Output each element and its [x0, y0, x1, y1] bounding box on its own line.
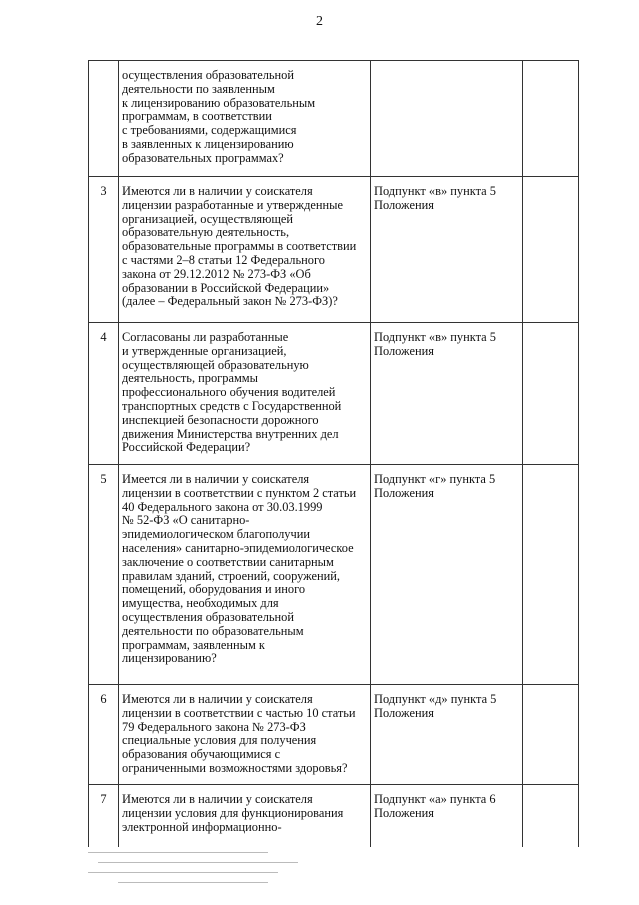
row-answer-cell — [523, 785, 579, 847]
row-reference: Подпункт «в» пункта 5 Положения — [371, 177, 523, 323]
row-number: 3 — [89, 177, 119, 323]
row-question: Имеются ли в наличии у соискателя лицензии разработанные и утвержденные организацией, осуществляющей образовательную деятельность, образовательные программы в соответствии с частями 2–8 статьи 12 Федерального закона от 29.12.2012 № 273-ФЗ «Об образовании в Российской Федерации» (далее – Федеральный закон № 273-ФЗ)? — [119, 177, 371, 323]
checklist-table — [88, 60, 579, 847]
row-answer-cell — [523, 685, 579, 785]
row-number: 7 — [89, 785, 119, 847]
table-row — [89, 685, 579, 785]
row-reference: Подпункт «а» пункта 6 Положения — [371, 785, 523, 847]
row-question: Имеются ли в наличии у соискателя лицензии в соответствии с частью 10 статьи 79 Федерального закона № 273-ФЗ специальные условия для получения образования обучающимися с ограниченными возможностями здоровья? — [119, 685, 371, 785]
row-question: Имеется ли в наличии у соискателя лицензии в соответствии с пунктом 2 статьи 40 Федерального закона от 30.03.1999 № 52-ФЗ «О санитарно- эпидемиологическом благополучии населения» санитарно-эпидемиологическое заключение о соответствии санитарным правилам зданий, строений, сооружений, помещений, оборудования и иного имущества, необходимых для осуществления образовательной деятельности по образовательным программам, заявленным к лицензированию? — [119, 465, 371, 685]
row-answer-cell — [523, 177, 579, 323]
row-question: осуществления образовательной деятельности по заявленным к лицензированию образовательным программам, в соответствии с требованиями, содержащимися в заявленных к лицензированию образовательных программах? — [119, 61, 371, 177]
row-reference: Подпункт «г» пункта 5 Положения — [371, 465, 523, 685]
row-number: 6 — [89, 685, 119, 785]
row-number: 4 — [89, 323, 119, 465]
table-row — [89, 61, 579, 177]
row-question: Согласованы ли разработанные и утвержденные организацией, осуществляющей образовательную деятельность, программы профессионального обучения водителей транспортных средств с Государственной инспекцией безопасности дорожного движения Министерства внутренних дел Российской Федерации? — [119, 323, 371, 465]
table-row — [89, 177, 579, 323]
row-number: 5 — [89, 465, 119, 685]
table-row — [89, 785, 579, 847]
scan-artifact — [88, 850, 318, 890]
table-row — [89, 465, 579, 685]
row-answer-cell — [523, 465, 579, 685]
row-question: Имеются ли в наличии у соискателя лицензии условия для функционирования электронной информационно- — [119, 785, 371, 847]
row-answer-cell — [523, 323, 579, 465]
row-number — [89, 61, 119, 177]
page-number: 2 — [316, 14, 323, 29]
row-reference: Подпункт «в» пункта 5 Положения — [371, 323, 523, 465]
row-answer-cell — [523, 61, 579, 177]
row-reference — [371, 61, 523, 177]
table-row — [89, 323, 579, 465]
row-reference: Подпункт «д» пункта 5 Положения — [371, 685, 523, 785]
